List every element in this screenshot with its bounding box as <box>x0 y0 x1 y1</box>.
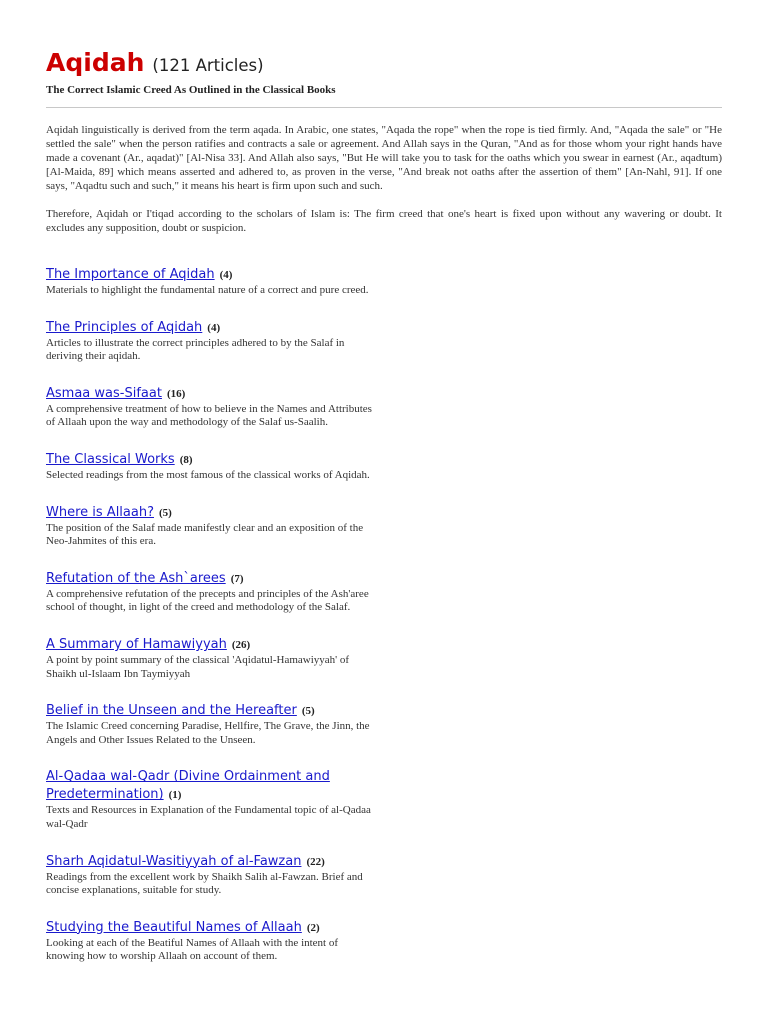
section-item <box>46 767 376 831</box>
section-item <box>46 635 376 681</box>
section-link-asmaa-was-sifaat[interactable]: Asmaa was-Sifaat <box>46 385 162 401</box>
section-count: (5) <box>301 705 315 718</box>
section-description: The position of the Salaf made manifestly clear and an exposition of the Neo-Jahmites of this era. <box>46 521 364 548</box>
section-count: (4) <box>219 269 233 281</box>
section-description: Materials to highlight the fundamental nature of a correct and pure creed. <box>46 284 369 296</box>
section-count: (22) <box>306 855 325 868</box>
section-item <box>46 569 376 615</box>
section-item <box>46 384 376 430</box>
section-link-summary-of-hamawiyyah[interactable]: A Summary of Hamawiyyah <box>46 636 227 652</box>
section-link-al-qadaa-wal-qadr[interactable]: Al-Qadaa wal-Qadr (Divine Ordainment and Predetermination) <box>46 769 330 803</box>
section-count: (2) <box>306 921 320 934</box>
section-link-beautiful-names-of-allaah[interactable]: Studying the Beautiful Names of Allaah <box>46 919 302 935</box>
section-link-principles-of-aqidah[interactable]: The Principles of Aqidah <box>46 319 203 335</box>
section-item <box>46 701 376 747</box>
section-list <box>46 265 376 984</box>
section-count: (7) <box>230 572 244 585</box>
section-item <box>46 318 376 364</box>
section-count: (4) <box>207 321 221 334</box>
section-item <box>46 265 376 298</box>
page-title: Aqidah <box>46 48 145 77</box>
divider <box>46 107 722 108</box>
section-item <box>46 918 376 964</box>
section-link-importance-of-aqidah[interactable]: The Importance of Aqidah <box>46 267 215 282</box>
section-description: Texts and Resources in Explanation of the Fundamental topic of al-Qadaa wal-Qadr <box>46 804 371 830</box>
section-link-refutation-of-asharees[interactable]: Refutation of the Ash`arees <box>46 570 226 586</box>
section-count: (1) <box>168 789 182 802</box>
section-link-classical-works[interactable]: The Classical Works <box>46 451 175 467</box>
section-count: (26) <box>231 638 251 651</box>
intro-paragraph-2: Therefore, Aqidah or I'tiqad according to the scholars of Islam is: The firm creed that one's heart is fixed upon without any wavering or doubt. It excludes any supposition, doubt or suspicion. <box>46 208 722 234</box>
section-description: Looking at each of the Beatiful Names of Allaah with the intent of knowing how to worship Allaah on account of them. <box>46 936 339 963</box>
section-description: A comprehensive refutation of the precepts and principles of the Ash'aree school of thought, in light of the creed and methodology of the Salaf. <box>46 587 369 614</box>
section-description: Readings from the excellent work by Shaikh Salih al-Fawzan. Brief and concise explanations, suitable for study. <box>46 870 363 897</box>
section-description: Articles to illustrate the correct principles adhered to by the Salaf in deriving their aqidah. <box>46 336 345 363</box>
section-count: (8) <box>179 453 193 466</box>
page-subtitle: The Correct Islamic Creed As Outlined in the Classical Books <box>46 84 336 96</box>
section-item <box>46 450 376 483</box>
section-description: A comprehensive treatment of how to believe in the Names and Attributes of Allaah upon the way and methodology of the Salaf us-Saalih. <box>46 402 372 429</box>
section-link-belief-in-the-unseen[interactable]: Belief in the Unseen and the Hereafter <box>46 703 297 719</box>
section-link-where-is-allaah[interactable]: Where is Allaah? <box>46 504 154 520</box>
section-count: (5) <box>159 506 172 519</box>
page-header <box>46 48 264 77</box>
section-description: The Islamic Creed concerning Paradise, Hellfire, The Grave, the Jinn, the Angels and Other Issues Related to the Unseen. <box>46 720 370 746</box>
section-item <box>46 852 376 898</box>
section-description: A point by point summary of the classical 'Aqidatul-Hamawiyyah' of Shaikh ul-Islaam Ibn Taymiyyah <box>46 653 350 680</box>
section-link-sharh-aqidatul-wasitiyyah[interactable]: Sharh Aqidatul-Wasitiyyah of al-Fawzan <box>46 853 302 869</box>
intro-paragraph-1: Aqidah linguistically is derived from the term aqada. In Arabic, one states, "Aqada the rope" when the rope is tied firmly. And, "Aqada the sale" or "He settled the sale" when the person ratifies and contracts a sale or agreement. And Allah says in the Quran, "And as for those whom your right hands have made a covenant (Ar., aqadat)" [Al-Nisa 33]. And Allah also says, "But He will take you to task for the oaths which you swear in earnest (Ar., aqadtum) [Al-Maida, 89] which means asserted and adhered to, as proven in the verse, "And break not oaths after the assertion of them" [An-Nahl, 91]. If one says, "Aqadtu such and such," it means his heart is firm upon such and such. <box>46 124 722 192</box>
section-count: (16) <box>166 387 186 400</box>
section-description: Selected readings from the most famous of the classical works of Aqidah. <box>46 468 370 481</box>
section-item <box>46 503 376 549</box>
article-count: (121 Articles) <box>152 56 264 75</box>
